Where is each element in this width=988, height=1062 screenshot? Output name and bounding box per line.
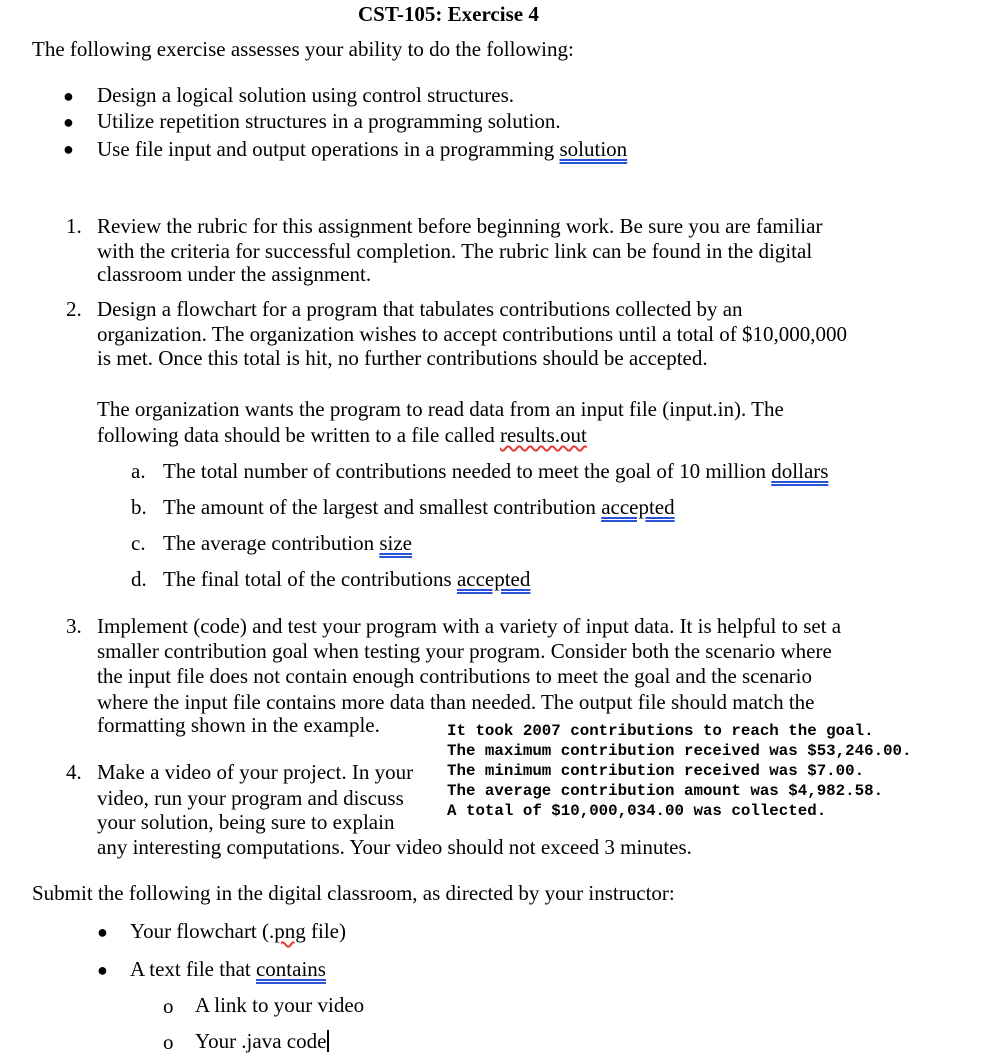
- grammar-flag[interactable]: accepted: [456, 567, 531, 591]
- example-output-line: A total of $10,000,034.00 was collected.: [447, 802, 827, 820]
- grammar-flag[interactable]: contains: [255, 957, 326, 981]
- step4-line: any interesting computations. Your video should not exceed 3 minutes.: [97, 835, 692, 859]
- step3-line: the input file does not contain enough contributions to meet the goal and the scenario: [97, 664, 812, 688]
- subitem-letter: a.: [131, 459, 146, 483]
- step4-line: Make a video of your project. In your: [97, 760, 414, 784]
- subitem-text: The average contribution size: [163, 531, 412, 555]
- step3-line: formatting shown in the example.: [97, 713, 380, 737]
- page-title: CST-105: Exercise 4: [358, 2, 539, 26]
- spelling-flag[interactable]: results.out: [499, 423, 587, 447]
- submit-subitem: A link to your video: [195, 993, 365, 1017]
- step-number: 3.: [66, 614, 82, 638]
- example-output-line: The maximum contribution received was $53,246.00.: [447, 742, 912, 760]
- bullet-icon: ●: [63, 86, 74, 106]
- step3-line: where the input file contains more data than needed. The output file should match the: [97, 690, 815, 714]
- step-number: 2.: [66, 297, 82, 321]
- step-number: 1.: [66, 214, 82, 238]
- step-number: 4.: [66, 760, 82, 784]
- step1-line: classroom under the assignment.: [97, 262, 372, 286]
- step2-para2-line: following data should be written to a file called results.out: [97, 423, 587, 447]
- step3-line: Implement (code) and test your program with a variety of input data. It is helpful to set a: [97, 614, 842, 638]
- objective-item: Utilize repetition structures in a programming solution.: [97, 109, 561, 133]
- step3-line: smaller contribution goal when testing your program. Consider both the scenario where: [97, 639, 832, 663]
- subitem-text: The final total of the contributions accepted: [163, 567, 531, 591]
- step4-line: video, run your program and discuss: [97, 786, 404, 810]
- submit-item: A text file that contains: [130, 957, 326, 981]
- objective-item: Design a logical solution using control structures.: [97, 83, 515, 107]
- subitem-letter: b.: [131, 495, 147, 519]
- submit-intro: Submit the following in the digital classroom, as directed by your instructor:: [32, 881, 675, 905]
- grammar-flag[interactable]: accepted: [601, 495, 675, 519]
- bullet-icon: ●: [63, 139, 74, 159]
- text-cursor: [327, 1030, 329, 1052]
- submit-subitem: Your .java code: [195, 1029, 329, 1054]
- subitem-text: The total number of contributions needed to meet the goal of 10 million dollars: [163, 459, 829, 483]
- intro-text: The following exercise assesses your ability to do the following:: [32, 37, 574, 61]
- subitem-letter: c.: [131, 531, 146, 555]
- submit-item: Your flowchart (.png file): [130, 919, 346, 943]
- grammar-flag[interactable]: size: [379, 531, 412, 555]
- example-output-line: It took 2007 contributions to reach the goal.: [447, 722, 874, 740]
- bullet-icon: ●: [97, 960, 108, 980]
- subitem-letter: d.: [131, 567, 147, 591]
- grammar-flag[interactable]: dollars: [771, 459, 829, 483]
- step2-line: Design a flowchart for a program that tabulates contributions collected by an: [97, 297, 743, 321]
- spelling-flag[interactable]: png: [274, 919, 306, 943]
- example-output-line: The average contribution amount was $4,982.58.: [447, 782, 884, 800]
- objective-item: Use file input and output operations in a programming solution: [97, 137, 628, 161]
- circle-bullet-icon: o: [163, 994, 174, 1018]
- circle-bullet-icon: o: [163, 1030, 174, 1054]
- subitem-text: The amount of the largest and smallest contribution accepted: [163, 495, 675, 519]
- step1-line: with the criteria for successful completion. The rubric link can be found in the digital: [97, 239, 813, 263]
- step2-para2-line: The organization wants the program to read data from an input file (input.in). The: [97, 397, 784, 421]
- step2-line: organization. The organization wishes to accept contributions until a total of $10,000,000: [97, 322, 848, 346]
- step2-line: is met. Once this total is hit, no further contributions should be accepted.: [97, 346, 708, 370]
- grammar-flag[interactable]: solution: [559, 137, 628, 161]
- step4-line: your solution, being sure to explain: [97, 810, 395, 834]
- bullet-icon: ●: [63, 112, 74, 132]
- step1-line: Review the rubric for this assignment before beginning work. Be sure you are familiar: [97, 214, 823, 238]
- example-output-line: The minimum contribution received was $7.00.: [447, 762, 865, 780]
- bullet-icon: ●: [97, 922, 108, 942]
